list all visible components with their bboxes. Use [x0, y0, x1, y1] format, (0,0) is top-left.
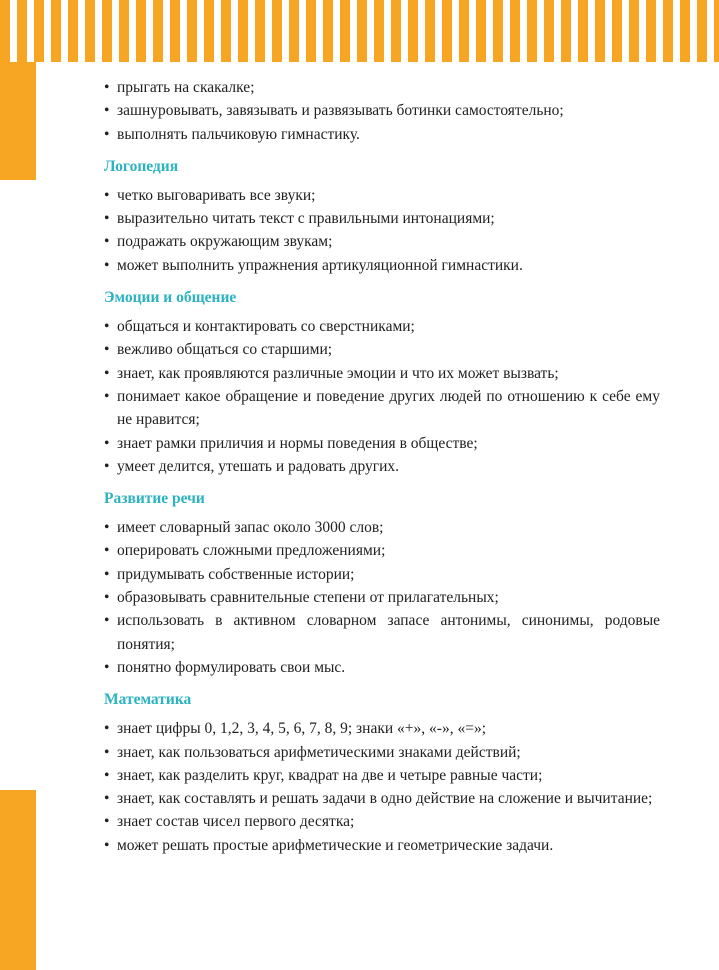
math-list [104, 717, 660, 857]
list-item: • знает, как разделить круг, квадрат на две и четыре равные части; [104, 764, 660, 787]
list-item: • знает, как составлять и решать задачи в одно действие на сложение и вычитание; [104, 787, 660, 810]
section-heading-math: Математика [104, 691, 192, 709]
top-stripe-decoration [0, 0, 719, 62]
list-item: • знает состав чисел первого десятка; [104, 810, 660, 833]
section-heading-speech-development: Развитие речи [104, 490, 205, 508]
list-item: • понимает какое обращение и поведение других людей по отношению к себе ему не нравится; [104, 385, 660, 432]
list-item: • вежливо общаться со старшими; [104, 338, 660, 361]
list-item: • умеет делится, утешать и радовать других. [104, 455, 660, 478]
left-orange-bar-top [0, 62, 36, 180]
speech-development-list [104, 516, 660, 679]
speech-therapy-list [104, 184, 660, 277]
emotions-list [104, 315, 660, 478]
section-heading-emotions: Эмоции и общение [104, 289, 237, 307]
list-item: • знает цифры 0, 1,2, 3, 4, 5, 6, 7, 8, 9; знаки «+», «-», «=»; [104, 717, 660, 740]
list-item: • зашнуровывать, завязывать и развязывать ботинки самостоятельно; [104, 99, 660, 122]
list-item: • знает, как проявляются различные эмоции и что их может вызвать; [104, 362, 660, 385]
list-item: • подражать окружающим звукам; [104, 230, 660, 253]
list-item: • образовывать сравнительные степени от прилагательных; [104, 586, 660, 609]
list-item: • выразительно читать текст с правильными интонациями; [104, 207, 660, 230]
list-item: • оперировать сложными предложениями; [104, 539, 660, 562]
list-item: • выполнять пальчиковую гимнастику. [104, 123, 660, 146]
list-item: • использовать в активном словарном запасе антонимы, синонимы, родовые понятия; [104, 609, 660, 656]
list-item: • прыгать на скакалке; [104, 76, 660, 99]
list-item: • четко выговаривать все звуки; [104, 184, 660, 207]
intro-list [104, 76, 660, 146]
list-item: • может выполнить упражнения артикуляционной гимнастики. [104, 254, 660, 277]
list-item: • может решать простые арифметические и геометрические задачи. [104, 834, 660, 857]
list-item: • знает рамки приличия и нормы поведения в обществе; [104, 432, 660, 455]
list-item: • знает, как пользоваться арифметическими знаками действий; [104, 741, 660, 764]
list-item: • имеет словарный запас около 3000 слов; [104, 516, 660, 539]
list-item: • понятно формулировать свои мыс. [104, 656, 660, 679]
list-item: • придумывать собственные истории; [104, 563, 660, 586]
page-content [104, 76, 660, 857]
left-orange-bar-bottom [0, 790, 36, 970]
list-item: • общаться и контактировать со сверстниками; [104, 315, 660, 338]
section-heading-speech-therapy: Логопедия [104, 157, 179, 175]
